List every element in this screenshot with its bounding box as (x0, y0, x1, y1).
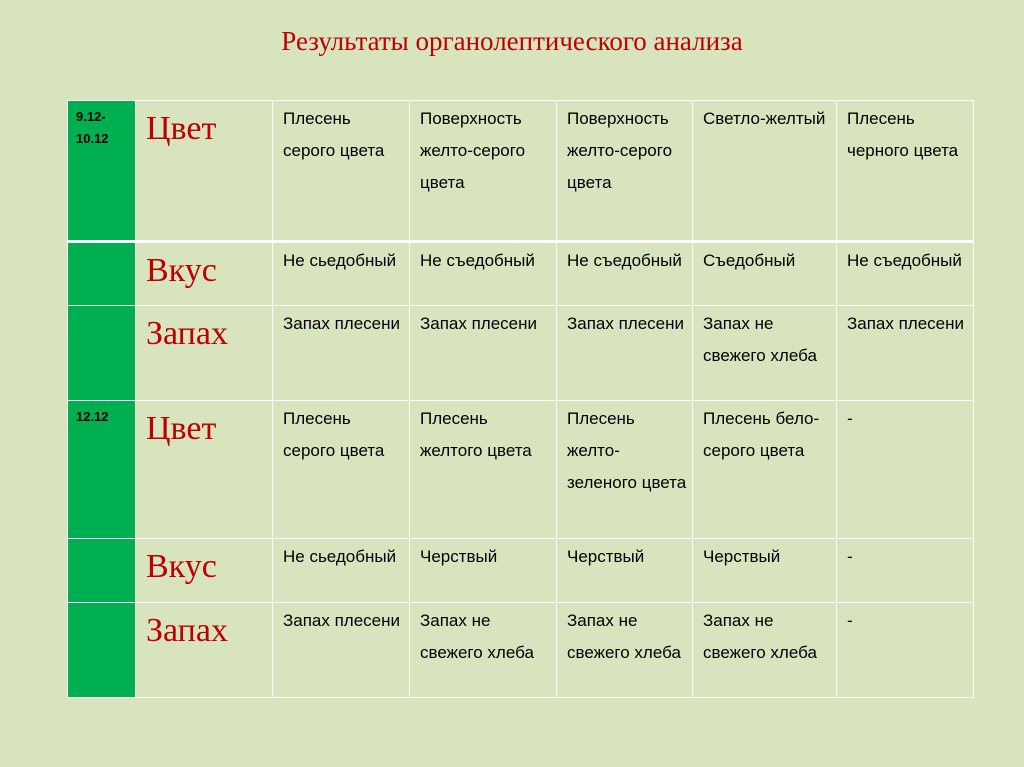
table-row (68, 401, 974, 539)
value-cell: Запах плесени (410, 306, 557, 401)
value-cell: Поверхность желто-серого цвета (410, 101, 557, 242)
value-cell: - (837, 401, 974, 539)
value-cell: Поверхность желто-серого цвета (557, 101, 693, 242)
value-cell: Черствый (410, 539, 557, 603)
value-cell: Не съедобный (410, 242, 557, 306)
date-cell-empty (68, 539, 136, 603)
value-cell: Плесень черного цвета (837, 101, 974, 242)
value-cell: Плесень серого цвета (273, 101, 410, 242)
value-cell: Не сьедобный (273, 539, 410, 603)
value-cell: Запах не свежего хлеба (693, 603, 837, 698)
date-cell: 9.12-10.12 (68, 101, 136, 242)
results-table (67, 100, 974, 698)
table-row (68, 242, 974, 306)
table-row (68, 539, 974, 603)
value-cell: Не съедобный (557, 242, 693, 306)
property-cell: Вкус (136, 242, 273, 306)
property-cell: Цвет (136, 401, 273, 539)
value-cell: Не съедобный (837, 242, 974, 306)
date-cell-empty (68, 603, 136, 698)
slide-title: Результаты органолептического анализа (281, 26, 743, 56)
value-cell: Черствый (693, 539, 837, 603)
value-cell: Запах плесени (273, 306, 410, 401)
value-cell: Запах не свежего хлеба (693, 306, 837, 401)
date-cell: 12.12 (68, 401, 136, 539)
property-cell: Запах (136, 603, 273, 698)
value-cell: Плесень желто-зеленого цвета (557, 401, 693, 539)
value-cell: Плесень бело-серого цвета (693, 401, 837, 539)
value-cell: Черствый (557, 539, 693, 603)
value-cell: Съедобный (693, 242, 837, 306)
table-row (68, 306, 974, 401)
date-cell-empty (68, 306, 136, 401)
value-cell: Плесень желтого цвета (410, 401, 557, 539)
value-cell: Не сьедобный (273, 242, 410, 306)
value-cell: Запах плесени (837, 306, 974, 401)
table-row (68, 603, 974, 698)
table-row (68, 101, 974, 242)
value-cell: Плесень серого цвета (273, 401, 410, 539)
property-cell: Запах (136, 306, 273, 401)
property-cell: Цвет (136, 101, 273, 242)
value-cell: Запах плесени (273, 603, 410, 698)
value-cell: Запах не свежего хлеба (410, 603, 557, 698)
value-cell: - (837, 603, 974, 698)
value-cell: Запах не свежего хлеба (557, 603, 693, 698)
value-cell: Запах плесени (557, 306, 693, 401)
date-cell-empty (68, 242, 136, 306)
property-cell: Вкус (136, 539, 273, 603)
value-cell: Светло-желтый (693, 101, 837, 242)
value-cell: - (837, 539, 974, 603)
